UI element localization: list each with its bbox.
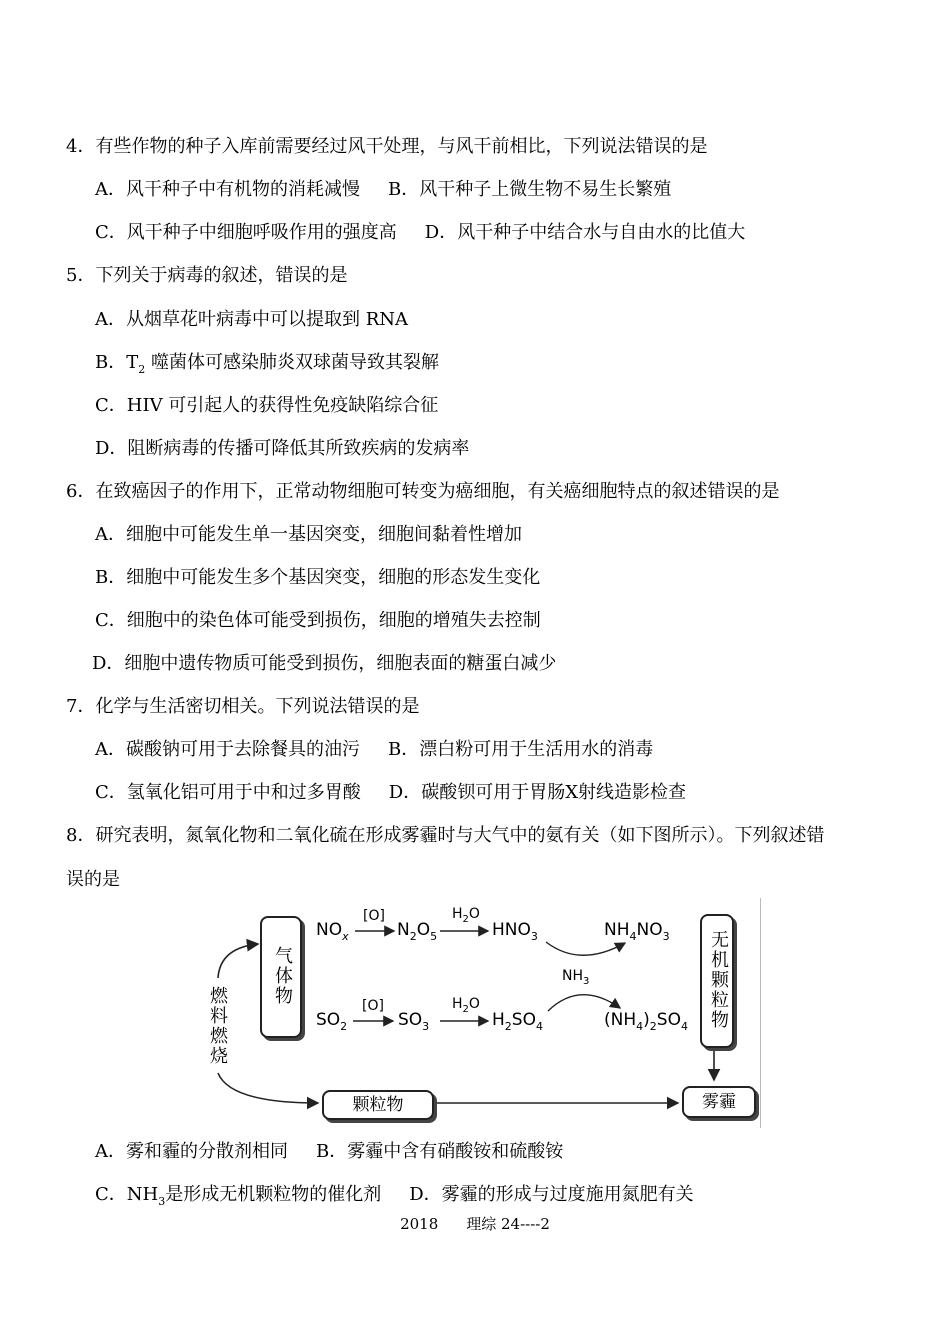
q5-option-b <box>95 351 439 377</box>
q7-option-c: C．氢氧化铝可用于中和过多胃酸 <box>95 782 361 803</box>
chem-n2o5: $N_2O_5$ <box>397 920 438 943</box>
q5-stem: 5．下列关于病毒的叙述，错误的是 <box>66 265 348 286</box>
inorganic-particles-box <box>700 914 734 1048</box>
q8-options-ab <box>95 1140 563 1164</box>
q4-option-c: C．风干种子中细胞呼吸作用的强度高 <box>95 222 397 243</box>
chem-nh4-2so4: $(NH_4)_2SO_4$ <box>604 1010 688 1033</box>
water-label-1: $H_2O$ <box>452 906 480 925</box>
particles-box <box>322 1090 434 1120</box>
q6-stem: 6．在致癌因子的作用下，正常动物细胞可转变为癌细胞，有关癌细胞特点的叙述错误的是 <box>66 481 780 502</box>
q5-option-b-text: 噬菌体可感染肺炎双球菌导致其裂解 <box>145 352 439 373</box>
q6-option-c: C．细胞中的染色体可能受到损伤，细胞的增殖失去控制 <box>95 610 541 631</box>
chem-nh4no3: $NH_4NO_3$ <box>604 920 670 943</box>
q5-option-c: C．HIV 可引起人的获得性免疫缺陷综合征 <box>95 395 439 416</box>
q7-options-ab <box>95 738 653 762</box>
q7-option-a: A．碳酸钠可用于去除餐具的油污 <box>95 739 360 760</box>
q8-option-b: B．雾霾中含有硝酸铵和硫酸铵 <box>316 1141 564 1162</box>
fuel-combustion-label: 燃料燃烧 <box>207 986 228 1066</box>
q4-option-b: B．风干种子上微生物不易生长繁殖 <box>388 179 672 200</box>
page-footer <box>0 1214 950 1234</box>
chem-h2so4: $H_2SO_4$ <box>492 1010 543 1033</box>
particles-label: 颗粒物 <box>352 1095 404 1115</box>
ammonia-label: $NH_3$ <box>562 968 590 987</box>
q7-option-d: D．碳酸钡可用于胃肠X射线造影检查 <box>388 782 687 803</box>
q6-option-d: D．细胞中遗传物质可能受到损伤，细胞表面的糖蛋白减少 <box>92 653 557 674</box>
q7-stem: 7．化学与生活密切相关。下列说法错误的是 <box>66 696 420 717</box>
q4-option-a: A．风干种子中有机物的消耗减慢 <box>95 179 360 200</box>
q6-option-b: B．细胞中可能发生多个基因突变，细胞的形态发生变化 <box>95 567 541 588</box>
q5-option-b-subscript: 2 <box>138 363 146 376</box>
haze-box <box>682 1086 756 1118</box>
q5-option-a: A．从烟草花叶病毒中可以提取到 RNA <box>95 309 409 330</box>
oxidation-label-2: [O] <box>362 998 384 1014</box>
q8-stem-line2: 误的是 <box>66 869 120 890</box>
q8-option-c-text: 是形成无机颗粒物的催化剂 <box>165 1184 382 1205</box>
chem-so2: $SO_2$ <box>316 1010 348 1033</box>
q8-option-a: A．雾和霾的分散剂相同 <box>95 1141 288 1162</box>
gas-box <box>260 916 302 1038</box>
q5-option-b-prefix: B．T <box>95 352 139 373</box>
q7-options-cd <box>95 781 686 805</box>
q8-stem-line1: 8．研究表明，氮氧化物和二氧化硫在形成雾霾时与大气中的氨有关（如下图所示）。下列叙述错 <box>66 825 825 846</box>
footer-year: 2018 <box>400 1215 439 1233</box>
gas-label: 气体物 <box>272 946 293 1006</box>
q5-option-d: D．阻断病毒的传播可降低其所致疾病的发病率 <box>95 438 470 459</box>
footer-page-label: 理综 24----2 <box>466 1215 550 1233</box>
chem-so3: $SO_3$ <box>398 1010 430 1033</box>
q8-option-c-prefix: C．NH <box>95 1184 159 1205</box>
q8-option-c-subscript: 3 <box>158 1195 166 1208</box>
q6-option-a: A．细胞中可能发生单一基因突变，细胞间黏着性增加 <box>95 524 522 545</box>
q4-options-cd <box>95 221 745 245</box>
water-label-2: $H_2O$ <box>452 996 480 1015</box>
chem-hno3: $HNO_3$ <box>492 920 538 943</box>
chem-nox: $NO_x$ <box>316 920 349 943</box>
q4-stem: 4．有些作物的种子入库前需要经过风干处理，与风干前相比，下列说法错误的是 <box>66 136 708 157</box>
oxidation-label-1: [O] <box>363 908 385 924</box>
inorganic-particles-label: 无机颗粒物 <box>708 930 729 1030</box>
q8-options-cd <box>95 1183 694 1209</box>
q4-options-ab <box>95 178 671 202</box>
haze-label: 雾霾 <box>702 1092 736 1112</box>
q4-option-d: D．风干种子中结合水与自由水的比值大 <box>424 222 746 243</box>
q8-option-d: D．雾霾的形成与过度施用氮肥有关 <box>409 1184 694 1205</box>
haze-formation-diagram <box>190 898 761 1128</box>
q7-option-b: B．漂白粉可用于生活用水的消毒 <box>388 739 654 760</box>
